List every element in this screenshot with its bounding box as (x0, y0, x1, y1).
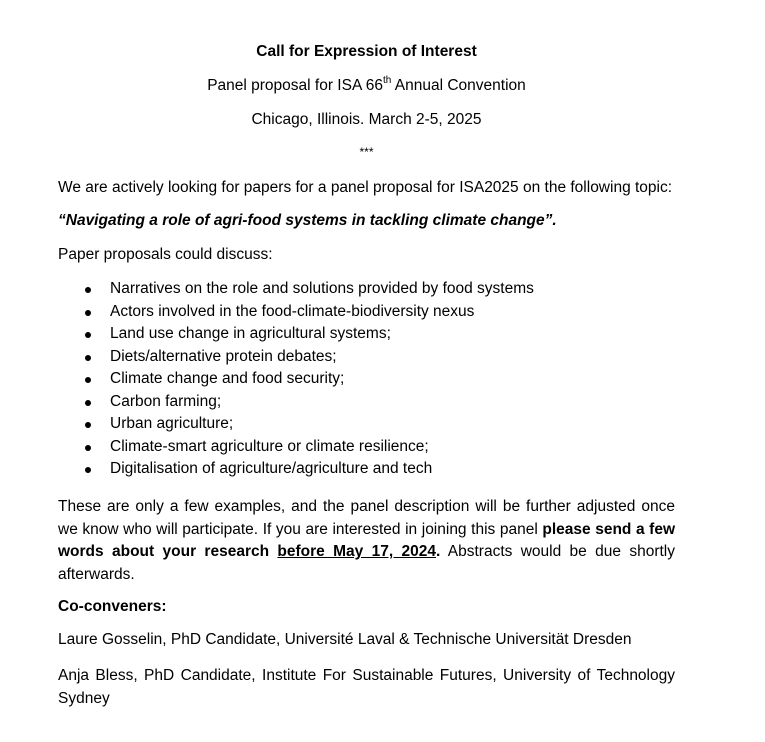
closing-paragraph (58, 496, 675, 586)
closing-text-end: Abstracts would be due shortly afterwards. (58, 543, 675, 583)
bullet-icon (85, 445, 91, 451)
closing-period: . (435, 543, 441, 560)
closing-text: These are only a few examples, and the panel description will be further adjusted once we know who will participate. If you are interested in joining this panel (58, 498, 675, 538)
subtitle-text-end: Annual Convention (391, 77, 526, 94)
panel-topic: “Navigating a role of agri-food systems in tackling climate change”. (58, 212, 557, 229)
bullet-icon (85, 332, 91, 338)
subtitle-superscript: th (383, 74, 392, 86)
convener-entry: Anja Bless, PhD Candidate, Institute For Sustainable Futures, University of Technology Sydney (58, 667, 675, 707)
deadline-date: before May 17, 2024 (277, 543, 436, 560)
intro-paragraph: We are actively looking for papers for a panel proposal for ISA2025 on the following topic: (58, 179, 673, 196)
subtitle-text: Panel proposal for ISA 66 (207, 77, 383, 94)
bullet-icon (85, 287, 91, 293)
bullet-icon (85, 355, 91, 361)
document-page: Call for Expression of Interest Panel proposal for ISA 66th Annual Convention Chicago, Illinois. March 2-5, 2025 *** We are actively looking for papers for a panel proposal for ISA2025 on the following topic: “Navigating a role of agri-food systems in tackling climate change”. Paper proposals could discuss: Narratives on the role and solutions provided by food systems Actors involved in the food-climate-biodiversity nexus Land use change in agricultural systems; Diets/alternative protein debates; Climate change and food security; Carbon farming; Urban agriculture; Climate-smart agriculture or climate resilience; Digitalisation of agriculture/agriculture and tech These are only a few examples, and the panel description will be further adjusted once we know who will participate. If you are interested in joining this panel please send a few words about your research before May 17, 2024. Abstracts would be due shortly afterwards. Co-conveners: Laure Gosselin, PhD Candidate, Université Laval & Technische Universität Dresden Anja Bless, PhD Candidate, Institute For Sustainable Futures, University of Technology Sydney (0, 0, 765, 742)
document-title: Call for Expression of Interest (256, 43, 477, 60)
convener-entry: Laure Gosselin, PhD Candidate, Université Laval & Technische Universität Dresden (58, 631, 632, 648)
bullet-icon (85, 400, 91, 406)
closing-emphasis: please send a few words about your research (58, 520, 675, 560)
event-location: Chicago, Illinois. March 2-5, 2025 (251, 111, 482, 128)
document-subtitle (58, 74, 675, 95)
topics-lead: Paper proposals could discuss: (58, 246, 273, 263)
section-separator: *** (359, 145, 374, 159)
bullet-icon (85, 467, 91, 473)
bullet-icon (85, 310, 91, 316)
bullet-icon (85, 422, 91, 428)
co-conveners-heading: Co-conveners: (58, 598, 167, 615)
bullet-icon (85, 377, 91, 383)
